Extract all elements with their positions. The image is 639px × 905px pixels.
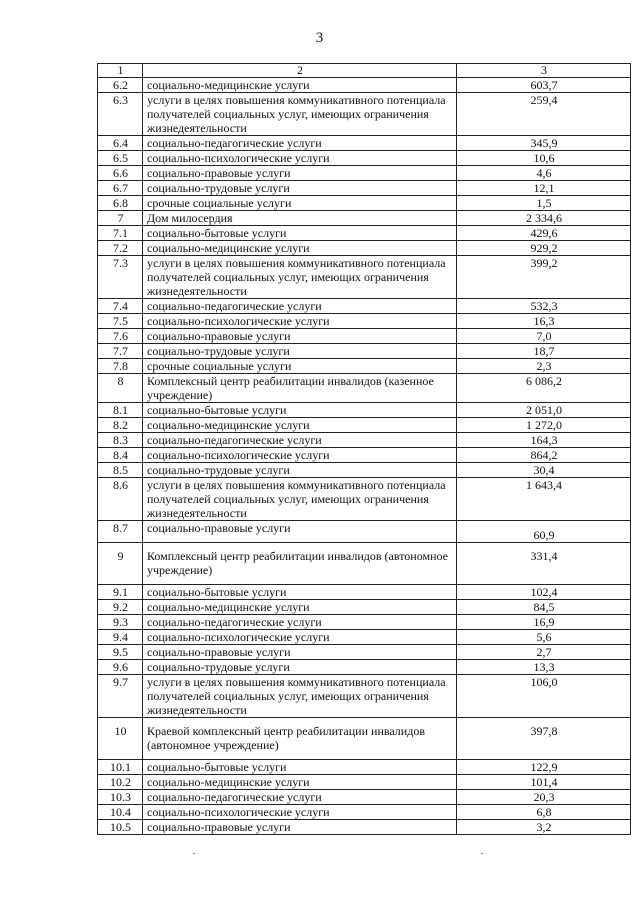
row-number: 9.2 [98,600,143,615]
row-value: 16,3 [457,314,631,329]
table-row [98,78,631,93]
row-number: 8.1 [98,403,143,418]
table-row [98,226,631,241]
table-row [98,463,631,478]
row-service-name: Комплексный центр реабилитации инвалидов (казенное учреждение) [143,374,457,403]
row-value: 6,8 [457,805,631,820]
header-col-2: 2 [143,64,457,78]
row-number: 9.1 [98,585,143,600]
table-row [98,93,631,136]
row-value: 30,4 [457,463,631,478]
row-number: 10.3 [98,790,143,805]
services-table [97,63,631,835]
row-service-name: социально-трудовые услуги [143,181,457,196]
row-service-name: социально-психологические услуги [143,314,457,329]
row-service-name: социально-бытовые услуги [143,585,457,600]
row-number: 9.3 [98,615,143,630]
scan-speck [481,853,483,854]
row-value: 6 086,2 [457,374,631,403]
row-service-name: услуги в целях повышения коммуникативного потенциала получателей социальных услуг, имеющих ограничения жизнедеятельности [143,256,457,299]
row-number: 9.6 [98,660,143,675]
row-service-name: социально-педагогические услуги [143,615,457,630]
row-number: 8.6 [98,478,143,521]
row-service-name: социально-правовые услуги [143,166,457,181]
row-number: 7.1 [98,226,143,241]
row-value: 929,2 [457,241,631,256]
table-row [98,314,631,329]
table-row [98,543,631,585]
row-number: 7 [98,211,143,226]
row-value: 84,5 [457,600,631,615]
table-row [98,645,631,660]
row-number: 9.7 [98,675,143,718]
row-service-name: социально-правовые услуги [143,521,457,543]
table-row [98,433,631,448]
row-service-name: социально-правовые услуги [143,329,457,344]
table-body [98,64,631,835]
row-number: 8 [98,374,143,403]
row-service-name: социально-трудовые услуги [143,463,457,478]
table-row [98,718,631,760]
row-service-name: услуги в целях повышения коммуникативного потенциала получателей социальных услуг, имеющих ограничения жизнедеятельности [143,478,457,521]
row-number: 10.1 [98,760,143,775]
row-service-name: социально-педагогические услуги [143,136,457,151]
row-service-name: Комплексный центр реабилитации инвалидов (автономное учреждение) [143,543,457,585]
row-value: 603,7 [457,78,631,93]
row-value: 1 643,4 [457,478,631,521]
row-value: 102,4 [457,585,631,600]
row-value: 2 334,6 [457,211,631,226]
row-number: 6.3 [98,93,143,136]
row-service-name: социально-психологические услуги [143,448,457,463]
row-value: 399,2 [457,256,631,299]
row-value: 122,9 [457,760,631,775]
row-service-name: социально-бытовые услуги [143,403,457,418]
row-number: 7.6 [98,329,143,344]
row-value: 331,4 [457,543,631,585]
table-row [98,585,631,600]
row-number: 7.5 [98,314,143,329]
row-number: 10.4 [98,805,143,820]
row-number: 8.3 [98,433,143,448]
row-number: 8.2 [98,418,143,433]
row-number: 6.2 [98,78,143,93]
row-number: 9.5 [98,645,143,660]
row-number: 6.8 [98,196,143,211]
table-row [98,820,631,835]
row-number: 10.5 [98,820,143,835]
row-value: 864,2 [457,448,631,463]
row-value: 397,8 [457,718,631,760]
row-value: 60,9 [457,521,631,543]
row-service-name: услуги в целях повышения коммуникативного потенциала получателей социальных услуг, имеющих ограничения жизнедеятельности [143,675,457,718]
row-number: 10 [98,718,143,760]
row-service-name: социально-медицинские услуги [143,775,457,790]
table-row [98,359,631,374]
table-row [98,256,631,299]
scan-speck [193,853,195,854]
row-value: 7,0 [457,329,631,344]
row-service-name: социально-бытовые услуги [143,226,457,241]
table-row [98,151,631,166]
row-value: 16,9 [457,615,631,630]
row-number: 9 [98,543,143,585]
row-value: 106,0 [457,675,631,718]
table-row [98,329,631,344]
row-service-name: социально-педагогические услуги [143,433,457,448]
table-row [98,600,631,615]
table-row [98,196,631,211]
row-value: 532,3 [457,299,631,314]
row-service-name: социально-медицинские услуги [143,78,457,93]
header-col-3: 3 [457,64,631,78]
row-service-name: социально-медицинские услуги [143,418,457,433]
row-value: 429,6 [457,226,631,241]
row-value: 12,1 [457,181,631,196]
table-row [98,211,631,226]
table-row [98,805,631,820]
row-service-name: социально-бытовые услуги [143,760,457,775]
row-number: 7.4 [98,299,143,314]
table-row [98,136,631,151]
row-number: 7.7 [98,344,143,359]
row-value: 10,6 [457,151,631,166]
table-row [98,521,631,543]
row-value: 5,6 [457,630,631,645]
page-number: 3 [315,30,324,46]
row-service-name: социально-правовые услуги [143,645,457,660]
row-value: 18,7 [457,344,631,359]
row-value: 345,9 [457,136,631,151]
table-row [98,675,631,718]
table-row [98,615,631,630]
row-service-name: Дом милосердия [143,211,457,226]
row-number: 8.4 [98,448,143,463]
table-row [98,760,631,775]
row-service-name: социально-трудовые услуги [143,344,457,359]
row-service-name: Краевой комплексный центр реабилитации инвалидов (автономное учреждение) [143,718,457,760]
table-row [98,166,631,181]
table-row [98,790,631,805]
row-service-name: социально-педагогические услуги [143,299,457,314]
row-service-name: социально-медицинские услуги [143,241,457,256]
row-value: 20,3 [457,790,631,805]
row-number: 8.5 [98,463,143,478]
row-value: 101,4 [457,775,631,790]
row-value: 164,3 [457,433,631,448]
row-value: 2,7 [457,645,631,660]
header-col-1: 1 [98,64,143,78]
row-number: 7.8 [98,359,143,374]
row-number: 7.3 [98,256,143,299]
table-row [98,418,631,433]
row-value: 1,5 [457,196,631,211]
row-number: 10.2 [98,775,143,790]
table-row [98,660,631,675]
row-value: 2 051,0 [457,403,631,418]
row-number: 8.7 [98,521,143,543]
row-service-name: социально-медицинские услуги [143,600,457,615]
table-row [98,181,631,196]
table-row [98,403,631,418]
table-row [98,630,631,645]
row-service-name: срочные социальные услуги [143,196,457,211]
row-value: 3,2 [457,820,631,835]
table-row [98,478,631,521]
row-service-name: социально-педагогические услуги [143,790,457,805]
table-row [98,241,631,256]
row-number: 6.7 [98,181,143,196]
row-service-name: социально-психологические услуги [143,151,457,166]
table-row [98,344,631,359]
row-number: 6.4 [98,136,143,151]
row-service-name: социально-психологические услуги [143,630,457,645]
table-row [98,775,631,790]
table-row [98,448,631,463]
row-value: 2,3 [457,359,631,374]
row-value: 4,6 [457,166,631,181]
table-row [98,299,631,314]
table-row [98,374,631,403]
row-number: 6.5 [98,151,143,166]
row-value: 13,3 [457,660,631,675]
row-number: 7.2 [98,241,143,256]
row-service-name: услуги в целях повышения коммуникативного потенциала получателей социальных услуг, имеющих ограничения жизнедеятельности [143,93,457,136]
row-number: 9.4 [98,630,143,645]
row-service-name: социально-правовые услуги [143,820,457,835]
row-value: 259,4 [457,93,631,136]
row-value: 1 272,0 [457,418,631,433]
row-service-name: социально-трудовые услуги [143,660,457,675]
row-number: 6.6 [98,166,143,181]
row-service-name: социально-психологические услуги [143,805,457,820]
row-service-name: срочные социальные услуги [143,359,457,374]
table-header-row [98,64,631,78]
